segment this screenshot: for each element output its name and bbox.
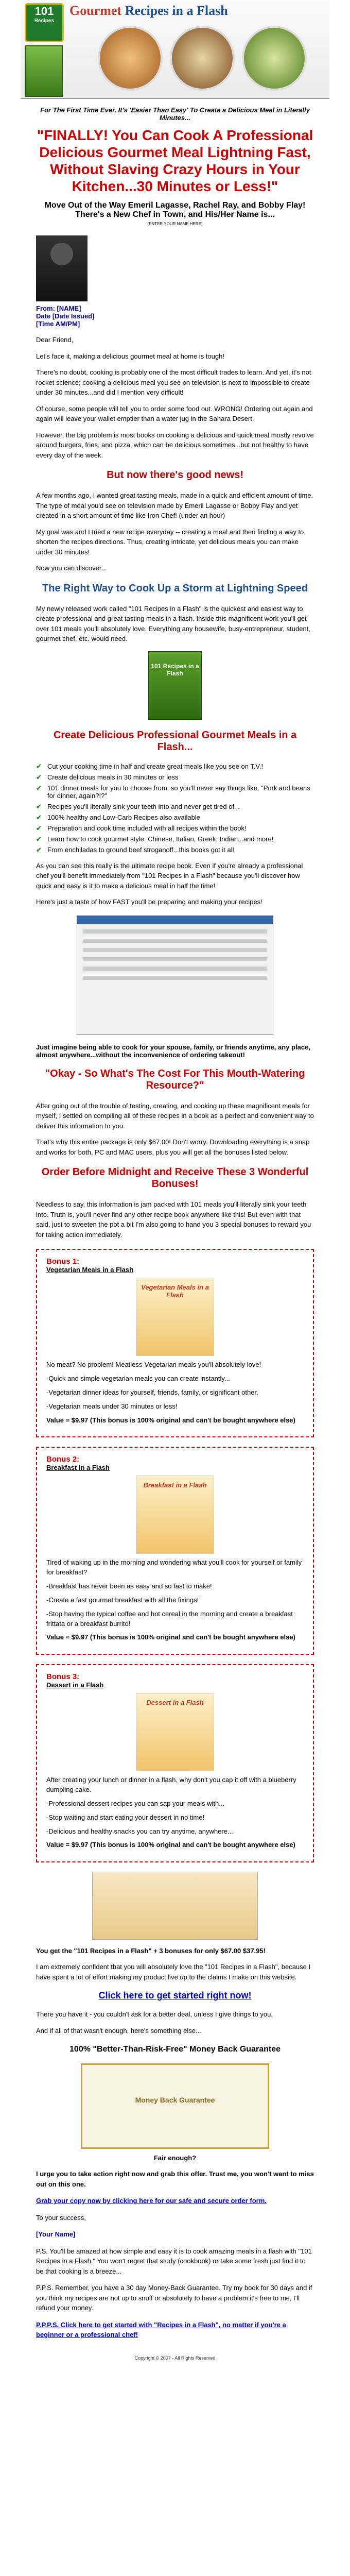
closing-section: [36, 2169, 314, 2340]
header-banner: [21, 0, 329, 99]
bonus-name: Dessert in a Flash: [46, 1681, 104, 1689]
benefit-checklist: [36, 762, 314, 854]
section-heading: Create Delicious Professional Gourmet Meals in a Flash...: [53, 729, 297, 753]
bonus-line: -Delicious and healthy snacks you can try anytime, anywhere...: [46, 1827, 233, 1835]
bonus-cover-image: [136, 1278, 214, 1356]
subheadline: Move Out of the Way Emeril Lagasse, Rachel Ray, and Bobby Flay! There's a New Chef in Town, and His/Her Name is...: [44, 201, 306, 219]
screenshot-titlebar: [77, 916, 273, 924]
cta-body: [36, 1962, 314, 1982]
bonus-title: Bonus 2:: [46, 1455, 80, 1464]
pps-paragraph: P.P.S. Remember, you have a 30 day Money-Back Guarantee. Try my book for 30 days and if you think my recipes are not up to snuff or absolutely to have a problem it's free to me, I'll refund your money.: [36, 2284, 312, 2312]
order-form-link[interactable]: Grab your copy now by clicking here for our safe and secure order form.: [36, 2197, 267, 2205]
order-now-link[interactable]: Click here to get started right now!: [98, 1990, 252, 2001]
bonus-title: Bonus 3:: [46, 1672, 80, 1682]
bonus-value: Value = $9.97 (This bonus is 100% original and can't be bought anywhere else): [46, 1841, 295, 1849]
sign-off: To your success,: [36, 2213, 86, 2222]
cta-paragraph: I am extremely confident that you will absolutely love the "101 Recipes in a Flash", because I have spent a lot of effort making my product live up to the claims I make on this website.: [36, 1963, 311, 1981]
main-headline: "FINALLY! You Can Cook A Professional Delicious Gourmet Meal Lightning Fast, Without Slaving Crazy Hours in Your Kitchen...30 Minutes or Less!": [37, 127, 313, 195]
badge-number: 101: [34, 5, 54, 18]
badge-sub: Recipes: [34, 18, 55, 24]
section-body: [36, 1101, 314, 1158]
letter-paragraph: Of course, some people will tell you to order some food out. WRONG! Ordering out again and again will leave your wallet emptier than a water jug in the Sahara Desert.: [36, 404, 313, 423]
checklist-item: ✔ Cut your cooking time in half and create great meals like you see on T.V.!: [36, 762, 314, 770]
author-photo: [36, 235, 87, 301]
bonus-box: [36, 1249, 314, 1437]
bonus-line: -Stop waiting and start eating your dessert in no time!: [46, 1813, 205, 1821]
book-cover-image: [25, 45, 63, 97]
bonus-cover-title: Breakfast in a Flash: [143, 1481, 207, 1489]
cta-offer-text: You get the "101 Recipes in a Flash" + 3 bonuses for only $67.00 $37.95!: [36, 1947, 266, 1955]
section-heading: The Right Way to Cook Up a Storm at Lightning Speed: [42, 582, 308, 594]
bonus-line: Tired of waking up in the morning and wondering what you'll cook for yourself or family for breakfast?: [46, 1558, 302, 1577]
signature: [Your Name]: [36, 2230, 76, 2239]
bonus-box: [36, 1447, 314, 1655]
section-body: [36, 1199, 314, 1240]
bonus-cover-image: [136, 1476, 214, 1554]
screenshot-row: [83, 948, 267, 952]
food-plate-image: [242, 26, 307, 91]
guarantee-certificate: [81, 2063, 269, 2149]
fair-enough-text: Fair enough?: [153, 2154, 197, 2162]
header-title-a: Gourmet: [69, 3, 122, 18]
screenshot-row: [83, 939, 267, 943]
cta-paragraph: And if all of that wasn't enough, here's something else...: [36, 2026, 201, 2035]
section-paragraph: My goal was and I tried a new recipe everyday -- creating a meal and then finding a way to shorten the recipes directions. Thus, creating intricate, yet delicious meals you can make under 30 minutes!: [36, 528, 304, 556]
time-value: [Time AM/PM]: [36, 320, 80, 328]
from-value: [NAME]: [57, 304, 81, 313]
bonus-line: After creating your lunch or dinner in a flash, why don't you cap it off with a blueberry dumpling cake.: [46, 1776, 296, 1794]
checklist-item: ✔ Create delicious meals in 30 minutes or less: [36, 773, 314, 781]
bonus-line: -Create a fast gourmet breakfast with all the fixings!: [46, 1596, 199, 1604]
bonus-line: -Vegetarian dinner ideas for yourself, friends, family, or significant other.: [46, 1388, 258, 1396]
section-heading: Order Before Midnight and Receive These 3 Wonderful Bonuses!: [41, 1166, 309, 1190]
badge-101-logo: [25, 3, 64, 42]
bonus-line: -Vegetarian meals under 30 minutes or less!: [46, 1402, 178, 1410]
checklist-item: ✔ 100% healthy and Low-Carb Recipes also available: [36, 814, 314, 821]
bonus-cover-title: Vegetarian Meals in a Flash: [141, 1283, 209, 1299]
bonus-title: Bonus 1:: [46, 1257, 80, 1266]
header-title-b: Recipes in a Flash: [125, 3, 228, 18]
section-paragraph: Here's just a taste of how FAST you'll be preparing and making your recipes!: [36, 898, 262, 906]
screenshot-row: [83, 957, 267, 961]
bonus-value: Value = $9.97 (This bonus is 100% original and can't be bought anywhere else): [46, 1416, 295, 1424]
checklist-item: ✔ Recipes you'll literally sink your teeth into and never get tired of...: [36, 803, 314, 810]
checklist-item: ✔ 101 dinner meals for you to choose from, so you'll never say things like, "Pork and beans for dinner, again?!?": [36, 784, 314, 800]
letter-meta: [36, 304, 329, 328]
checklist-item: ✔ Preparation and cook time included with all recipes within the book!: [36, 824, 314, 832]
bonus-cover-title: Dessert in a Flash: [146, 1699, 204, 1707]
bonus-name: Breakfast in a Flash: [46, 1464, 110, 1472]
section-paragraph: After going out of the trouble of testing, creating, and cooking up these magnificent meals for myself, I settled on compiling all of these recipes in a book as a perfect and convenient way to deliver this information to you.: [36, 1101, 314, 1130]
section-body: [36, 490, 314, 573]
product-screenshot: [77, 916, 273, 1035]
section-paragraph: Now you can discover...: [36, 564, 107, 572]
bonus-line: -Quick and simple vegetarian meals you can create instantly...: [46, 1374, 230, 1382]
guarantee-box-title: Money Back Guarantee: [135, 2096, 215, 2105]
cta-offer-line: [36, 1947, 314, 1955]
letter-paragraph: However, the big problem is most books on cooking a delicious and quick meal mostly revolve around burgers, fries, and pizza, which can be delicious sometimes...but not healthy to have every day of the week.: [36, 431, 314, 459]
screenshot-caption: Just imagine being able to cook for your spouse, family, or friends anytime, any place, almost anywhere...without the inconvenience of ordering takeout!: [36, 1043, 310, 1059]
bonus-value: Value = $9.97 (This bonus is 100% original and can't be bought anywhere else): [46, 1633, 295, 1641]
bonus-line: -Stop having the typical coffee and hot cereal in the morning and create a breakfast frittata or a breakfast burrito!: [46, 1609, 293, 1628]
intro-text: For The First Time Ever, It's 'Easier Than Easy' To Create a Delicious Meal in Literally Minutes...: [40, 106, 310, 122]
closing-urge: I urge you to take action right now and grab this offer. Trust me, you won't want to miss out on this one.: [36, 2170, 314, 2188]
section-paragraph: That's why this entire package is only $67.00! Don't worry. Downloading everything is a snap and works for both, PC and MAC users, plus you will get all the bonuses listed below.: [36, 1138, 310, 1156]
screenshot-row: [83, 929, 267, 934]
bonus-name: Vegetarian Meals in a Flash: [46, 1266, 134, 1274]
screenshot-row: [83, 967, 267, 971]
from-label: From:: [36, 304, 55, 313]
section-paragraph: Needless to say, this information is jam packed with 101 meals you'll literally sink your teeth into. Truth is, you'll never find any other recipe book anywhere like this! But even with that said, just to sweeten the pot a bit I'm also going to hand you 3 special bonuses to reward you for taking action immediately.: [36, 1200, 311, 1239]
section-paragraph: As you can see this really is the ultimate recipe book. Even if you're already a professional chef you'll benefit immediately from "101 Recipes in a Flash" because you'll discover how quick and easy is it to make a delicious meal in half the time!: [36, 861, 303, 890]
guarantee-heading: 100% "Better-Than-Risk-Free" Money Back Guarantee: [69, 2045, 281, 2054]
name-placeholder-note: (ENTER YOUR NAME HERE): [147, 222, 203, 227]
date-value: [Date Issued]: [52, 312, 95, 320]
book-cover-title: 101 Recipes in a Flash: [151, 662, 199, 677]
section-heading: But now there's good news!: [107, 469, 243, 481]
cta-body: [36, 2009, 314, 2036]
checklist-item: ✔ Learn how to cook gourmet style: Chinese, Italian, Greek, Indian...and more!: [36, 835, 314, 843]
footer-copyright: Copyright © 2007 - All Rights Reserved: [134, 2355, 216, 2361]
letter-paragraph: Dear Friend,: [36, 336, 74, 344]
letter-paragraph: Let's face it, making a delicious gourmet meal at home is tough!: [36, 352, 224, 360]
bonus-line: -Breakfast has never been as easy and so fast to make!: [46, 1582, 212, 1590]
header-title: [69, 3, 228, 19]
letter-paragraph: There's no doubt, cooking is probably one of the most difficult trades to learn. And yet, it's not rocket science; cooking a delicious meal you see on television is next to impossible to create under 30 minutes...and did I mention very difficult!: [36, 368, 311, 397]
bonus-box: [36, 1664, 314, 1862]
bonus-line: No meat? No problem! Meatless-Vegetarian meals you'll absolutely love!: [46, 1361, 261, 1369]
food-plate-image: [170, 26, 235, 91]
checklist-item: ✔ From enchiladas to ground beef stroganoff...this books got it all: [36, 846, 314, 854]
ps-paragraph: P.S. You'll be amazed at how simple and easy it is to cook amazing meals in a flash with "101 Recipes in a Flash." You won't regret that study (cookbook) or take some fresh just find it to be that cooking is a breeze...: [36, 2247, 312, 2275]
section-body: [36, 604, 314, 644]
section-paragraph: My newly released work called "101 Recipes in a Flash" is the quickest and easiest way to create professional and great tasting meals in a flash. Inside this magnificent work you'll get over 101 meals you'll absolutely love. Everything any housewife, busy-entrepreneur, student, gourmet chef, etc. would need.: [36, 604, 310, 643]
food-plate-image: [98, 26, 163, 91]
section-paragraph: A few months ago, I wanted great tasting meals, made in a quick and efficient amount of time. The type of meal you'd see on television made by Emeril Lagasse or Bobby Flay and yet created in a short amount of time like Iron Chef! (under an hour): [36, 492, 313, 520]
sales-page: [21, 0, 329, 2576]
date-label: Date: [36, 312, 51, 320]
section-body: [36, 861, 314, 907]
bonus-line: -Professional dessert recipes you can sap your meals with...: [46, 1799, 225, 1807]
cta-paragraph: There you have it - you couldn't ask for a better deal, unless I give things to you.: [36, 2010, 273, 2019]
product-bundle-image: [92, 1872, 258, 1940]
ppps-link[interactable]: P.P.P.S. Click here to get started with "Recipes in a Flash", no matter if you're a beginner or a professional chef!: [36, 2320, 286, 2339]
bonus-cover-image: [136, 1693, 214, 1771]
section-heading: "Okay - So What's The Cost For This Mouth-Watering Resource?": [45, 1067, 305, 1091]
book-cover-image: [148, 651, 202, 720]
screenshot-row: [83, 976, 267, 980]
letter-body: [36, 335, 314, 460]
